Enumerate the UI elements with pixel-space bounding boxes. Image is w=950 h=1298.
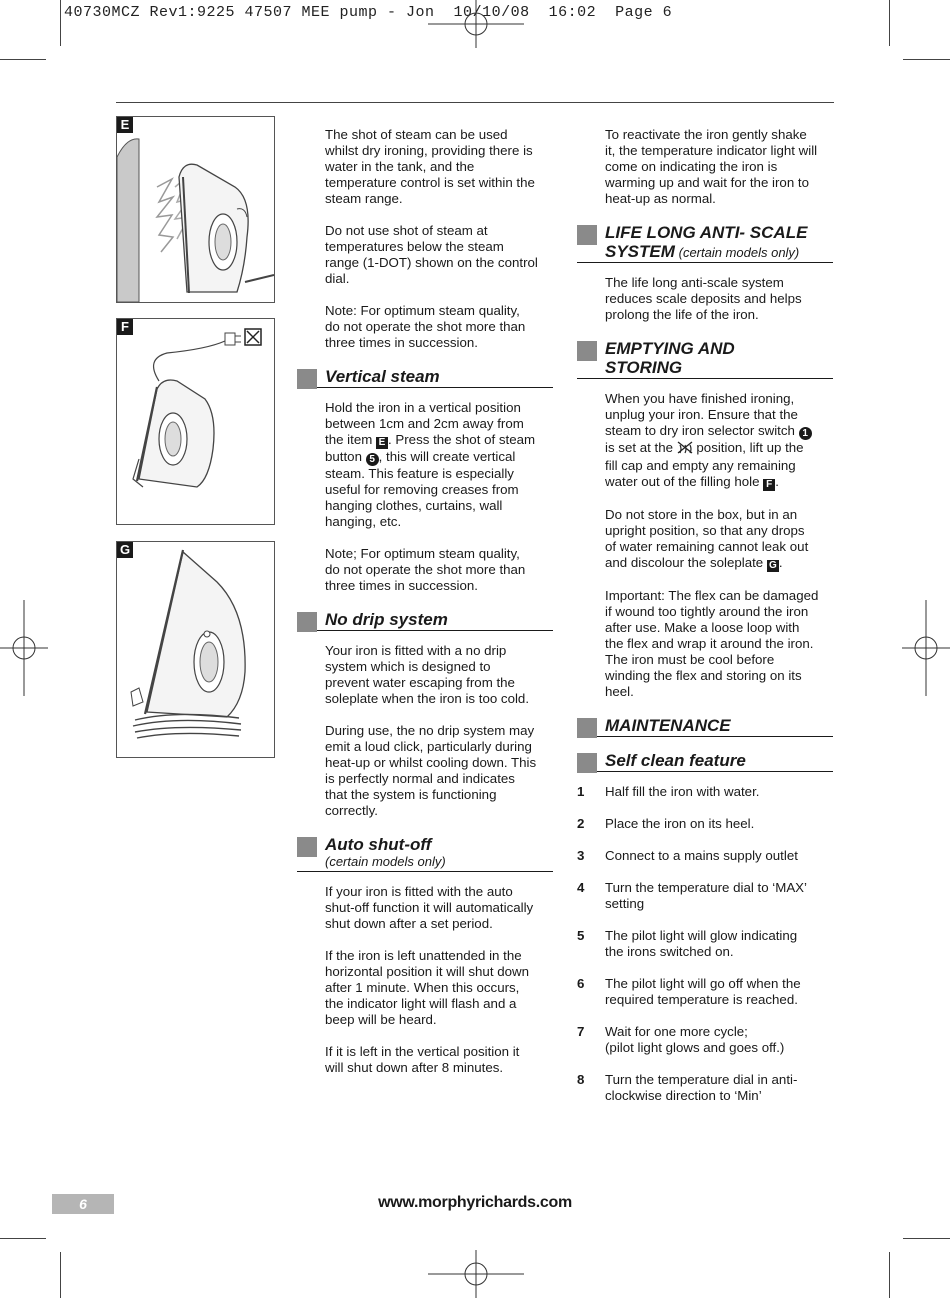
registration-mark-icon	[0, 600, 48, 696]
heading-marker	[297, 612, 317, 632]
crop-mark	[0, 1238, 46, 1239]
step-text: Turn the temperature dial in anti- clockwise direction to ‘Min’	[605, 1072, 798, 1103]
text-run: , this will create vertical steam. This feature is especially useful for removing creases from hanging clothes, curtains, wall hanging, etc.	[325, 449, 519, 529]
list-item	[577, 928, 833, 960]
list-item	[577, 816, 833, 832]
registration-mark-icon	[428, 1250, 524, 1298]
step-text: Half fill the iron with water.	[605, 784, 760, 799]
heading-text: Auto shut-off	[325, 835, 432, 854]
step-number: 3	[577, 848, 585, 863]
heading-marker	[577, 718, 597, 738]
storing-paragraph	[605, 507, 833, 572]
section-heading-no-drip	[297, 610, 553, 631]
section-heading-anti-scale	[577, 223, 833, 263]
section-heading-self-clean	[577, 751, 833, 772]
text-run: is set at the	[605, 440, 673, 455]
intro-paragraph: Note: For optimum steam quality, do not operate the shot more than three times in succession.	[325, 303, 526, 350]
heading-marker	[577, 753, 597, 773]
list-item	[577, 848, 833, 864]
auto-shutoff-paragraph: If the iron is left unattended in the horizontal position it will shut down after 1 minute. When this occurs, the indicator light will flash and a beep will be heard.	[325, 948, 529, 1027]
crop-mark	[60, 1252, 61, 1298]
figure-label: G	[117, 542, 133, 558]
heading-text: LIFE LONG ANTI- SCALE	[605, 223, 808, 242]
heading-text: Self clean feature	[605, 751, 746, 770]
step-text: Place the iron on its heel.	[605, 816, 755, 831]
emptying-paragraph	[605, 391, 833, 491]
iron-on-heel-unplugged-illustration-icon	[117, 319, 274, 524]
text-run: .	[775, 474, 779, 489]
step-text: Turn the temperature dial to ‘MAX’ setting	[605, 880, 808, 911]
list-item	[577, 1072, 833, 1104]
list-item	[577, 976, 833, 1008]
step-number: 6	[577, 976, 585, 991]
heading-text: STORING	[605, 358, 683, 377]
step-number: 7	[577, 1024, 585, 1039]
heading-note: (certain models only)	[678, 245, 800, 260]
list-item	[577, 784, 833, 800]
step-number: 4	[577, 880, 585, 895]
figure-label: F	[117, 319, 133, 335]
self-clean-steps	[577, 784, 833, 1104]
text-run: position, lift up the fill cap and empty any remaining water out of the filling hole	[605, 440, 804, 489]
text-run: Hold the iron in a vertical position between 1cm and 2cm away from the item	[325, 400, 524, 447]
list-item	[577, 880, 833, 912]
heading-text: MAINTENANCE	[605, 716, 731, 735]
step-number: 2	[577, 816, 585, 831]
crop-mark	[903, 59, 950, 60]
auto-shutoff-paragraph: If it is left in the vertical position it will shut down after 8 minutes.	[325, 1044, 520, 1075]
intro-paragraph: The shot of steam can be used whilst dry ironing, providing there is water in the tank, and the temperature control is set within the steam range.	[325, 127, 535, 206]
text-run: When you have finished ironing, unplug your iron. Ensure that the steam to dry iron selector switch	[605, 391, 798, 438]
heading-text: Vertical steam	[325, 367, 440, 386]
crop-mark	[903, 1238, 950, 1239]
text-run: Do not store in the box, but in an upright position, so that any drops of water remaining cannot leak out and discolour the soleplate	[605, 507, 809, 570]
iron-with-wrapped-flex-illustration-icon	[117, 542, 274, 757]
figure-f	[116, 318, 275, 525]
figure-e	[116, 116, 275, 303]
figure-label: E	[117, 117, 133, 133]
anti-scale-paragraph: The life long anti-scale system reduces scale deposits and helps prolong the life of the iron.	[605, 275, 802, 322]
heading-text: EMPTYING AND	[605, 339, 735, 358]
section-heading-emptying	[577, 339, 833, 379]
section-heading-auto-shutoff	[297, 835, 553, 872]
crop-mark	[60, 0, 61, 46]
figure-ref: G	[767, 560, 779, 572]
no-drip-paragraph: Your iron is fitted with a no drip system which is designed to prevent water escaping from the soleplate when the iron is too cold.	[325, 643, 530, 706]
text-run: . Press the shot of steam button	[325, 432, 536, 464]
registration-mark-icon	[902, 600, 950, 696]
heading-marker	[297, 837, 317, 857]
figure-ref: E	[376, 437, 388, 449]
page-number: 6	[52, 1194, 114, 1214]
top-rule	[116, 102, 834, 103]
step-text: Wait for one more cycle; (pilot light glows and goes off.)	[605, 1024, 785, 1055]
crop-mark	[889, 1252, 890, 1298]
intro-paragraph: Do not use shot of steam at temperatures below the steam range (1-DOT) shown on the control dial.	[325, 223, 538, 286]
flex-warning-paragraph: Important: The flex can be damaged if wound too tightly around the iron after use. Make a loose loop with the flex and wrap it around the iron. The iron must be cool before winding the flex and storing on its heel.	[605, 588, 819, 699]
part-number-ref: 1	[799, 427, 812, 440]
no-steam-symbol-icon	[677, 441, 693, 458]
crop-mark	[889, 0, 890, 46]
text-run: .	[778, 555, 783, 570]
heading-marker	[577, 341, 597, 361]
section-heading-maintenance	[577, 716, 833, 737]
crop-mark	[0, 59, 46, 60]
right-column	[577, 127, 833, 1120]
middle-column	[297, 127, 553, 1092]
heading-subtext: (certain models only)	[325, 854, 446, 869]
heading-text: No drip system	[325, 610, 448, 629]
part-number-ref: 5	[366, 453, 379, 466]
vertical-steam-paragraph	[325, 400, 553, 530]
vertical-steam-note: Note; For optimum steam quality, do not operate the shot more than three times in succession.	[325, 546, 526, 593]
step-number: 8	[577, 1072, 585, 1087]
heading-marker	[297, 369, 317, 389]
step-number: 1	[577, 784, 585, 799]
figure-ref: F	[763, 479, 775, 491]
registration-mark-icon	[428, 0, 524, 48]
iron-vertical-steam-illustration-icon	[117, 117, 274, 302]
step-text: Connect to a mains supply outlet	[605, 848, 798, 863]
list-item	[577, 1024, 833, 1056]
auto-shutoff-paragraph: If your iron is fitted with the auto shut-off function it will automatically shut down after a set period.	[325, 884, 534, 931]
step-number: 5	[577, 928, 585, 943]
reactivate-paragraph: To reactivate the iron gently shake it, the temperature indicator light will come on indicating the iron is warming up and wait for the iron to heat-up as normal.	[605, 127, 818, 206]
step-text: The pilot light will glow indicating the irons switched on.	[605, 928, 798, 959]
no-drip-paragraph: During use, the no drip system may emit a loud click, particularly during heat-up or whilst cooling down. This is perfectly normal and indicates that the system is functioning correctly.	[325, 723, 537, 818]
figure-g	[116, 541, 275, 758]
heading-text: SYSTEM	[605, 242, 675, 261]
footer-url[interactable]: www.morphyrichards.com	[378, 1194, 572, 1211]
step-text: The pilot light will go off when the required temperature is reached.	[605, 976, 801, 1007]
heading-marker	[577, 225, 597, 245]
section-heading-vertical-steam	[297, 367, 553, 388]
print-slug: 40730MCZ Rev1:9225 47507 MEE pump - Jon 10/10/08 16:02 Page 6	[64, 4, 673, 21]
